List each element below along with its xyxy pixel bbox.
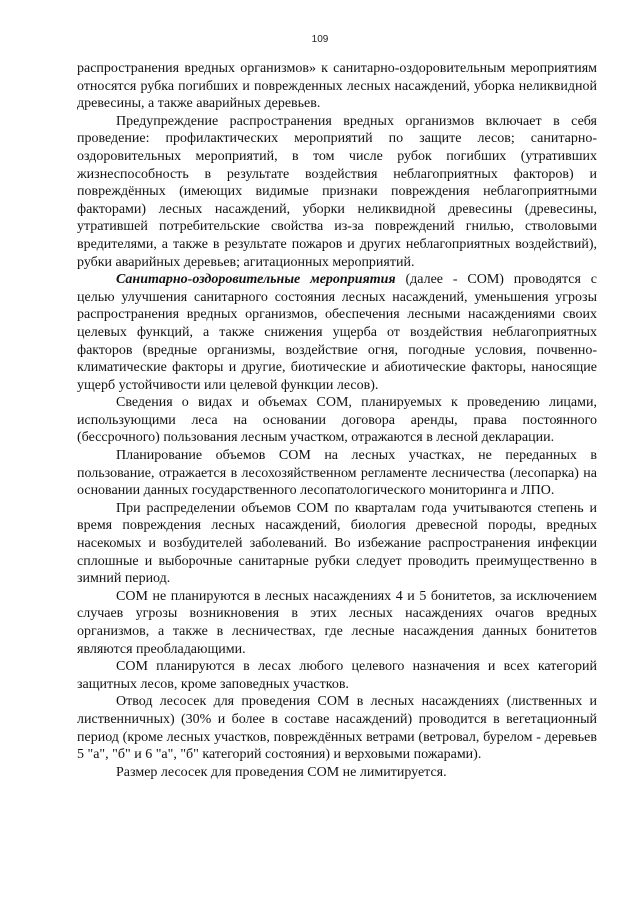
paragraph-prevention: Предупреждение распространения вредных организмов включает в себя проведение: профилактических мероприятий по защите лесов; санитарно-оздоровительных мероприятий, в том числе рубок погибших (утративших жизнеспособность в результате воздействия неблагоприятных факторов) и повреждённых (имеющих видимые признаки повреждения неблагоприятными факторами) лесных насаждений, уборки неликвидной древесины (древесины, утратившей потребительские свойства из-за повреждений гнилью, стволовыми вредителями, а также в результате пожаров и других неблагоприятных воздействий), рубки аварийных деревьев; агитационных мероприятий. bbox=[77, 113, 597, 270]
paragraph-som-definition bbox=[77, 271, 597, 394]
som-term-emphasis: Санитарно-оздоровительные мероприятия bbox=[116, 272, 396, 288]
paragraph-continuation: распространения вредных организмов» к санитарно-оздоровительным мероприятиям относятся рубка погибших и поврежденных лесных насаждений, уборка неликвидной древесины, а также аварийных деревьев. bbox=[77, 61, 597, 112]
paragraph-bonitet: СОМ не планируются в лесных насаждениях 4 и 5 бонитетов, за исключением случаев угрозы возникновения в этих лесных насаждениях очагов вредных организмов, а также в лесничествах, где лесные насаждения данных бонитетов являются преобладающими. bbox=[77, 588, 597, 657]
paragraph-declaration: Сведения о видах и объемах СОМ, планируемых к проведению лицами, использующими леса на основании договора аренды, права постоянного (бессрочного) пользования лесным участком, отражаются в лесной декларации. bbox=[77, 395, 597, 446]
som-definition-text: (далее - СОМ) проводятся с целью улучшения санитарного состояния лесных насаждений, уменьшения угрозы распространения вредных организмов, обеспечения лесными насаждениями своих целевых функций, а также снижения ущерба от воздействия неблагоприятных факторов (вредные организмы, воздействие огня, погодные условия, почвенно-климатические факторы и другие, биотические и абиотические факторы, наносящие ущерб устойчивости или целевой функции лесов). bbox=[77, 272, 597, 393]
paragraph-distribution: При распределении объемов СОМ по кварталам года учитываются степень и время повреждения лесных насаждений, биология древесной породы, вредных насекомых и возбудителей заболеваний. Во избежание распространения инфекции сплошные и выборочные санитарные рубки следует проводить преимущественно в зимний период. bbox=[77, 500, 597, 587]
paragraph-allocation: Отвод лесосек для проведения СОМ в лесных насаждениях (лиственных и лиственничных) (30% и более в составе насаждений) проводится в вегетационный период (кроме лесных участков, повреждённых ветрами (ветровал, бурелом - деревьев 5 "а", "б" и 6 "а", "б" категорий состояния) и верховыми пожарами). bbox=[77, 694, 597, 763]
paragraph-cutting-size: Размер лесосек для проведения СОМ не лимитируется. bbox=[116, 764, 447, 780]
body-text bbox=[77, 60, 597, 781]
paragraph-planning: Планирование объемов СОМ на лесных участках, не переданных в пользование, отражается в лесохозяйственном регламенте лесничества (лесопарка) на основании данных государственного лесопатологического мониторинга и ЛПО. bbox=[77, 448, 597, 499]
paragraph-forest-categories: СОМ планируются в лесах любого целевого назначения и всех категорий защитных лесов, кроме заповедных участков. bbox=[77, 659, 597, 692]
page-number: 109 bbox=[311, 34, 329, 45]
